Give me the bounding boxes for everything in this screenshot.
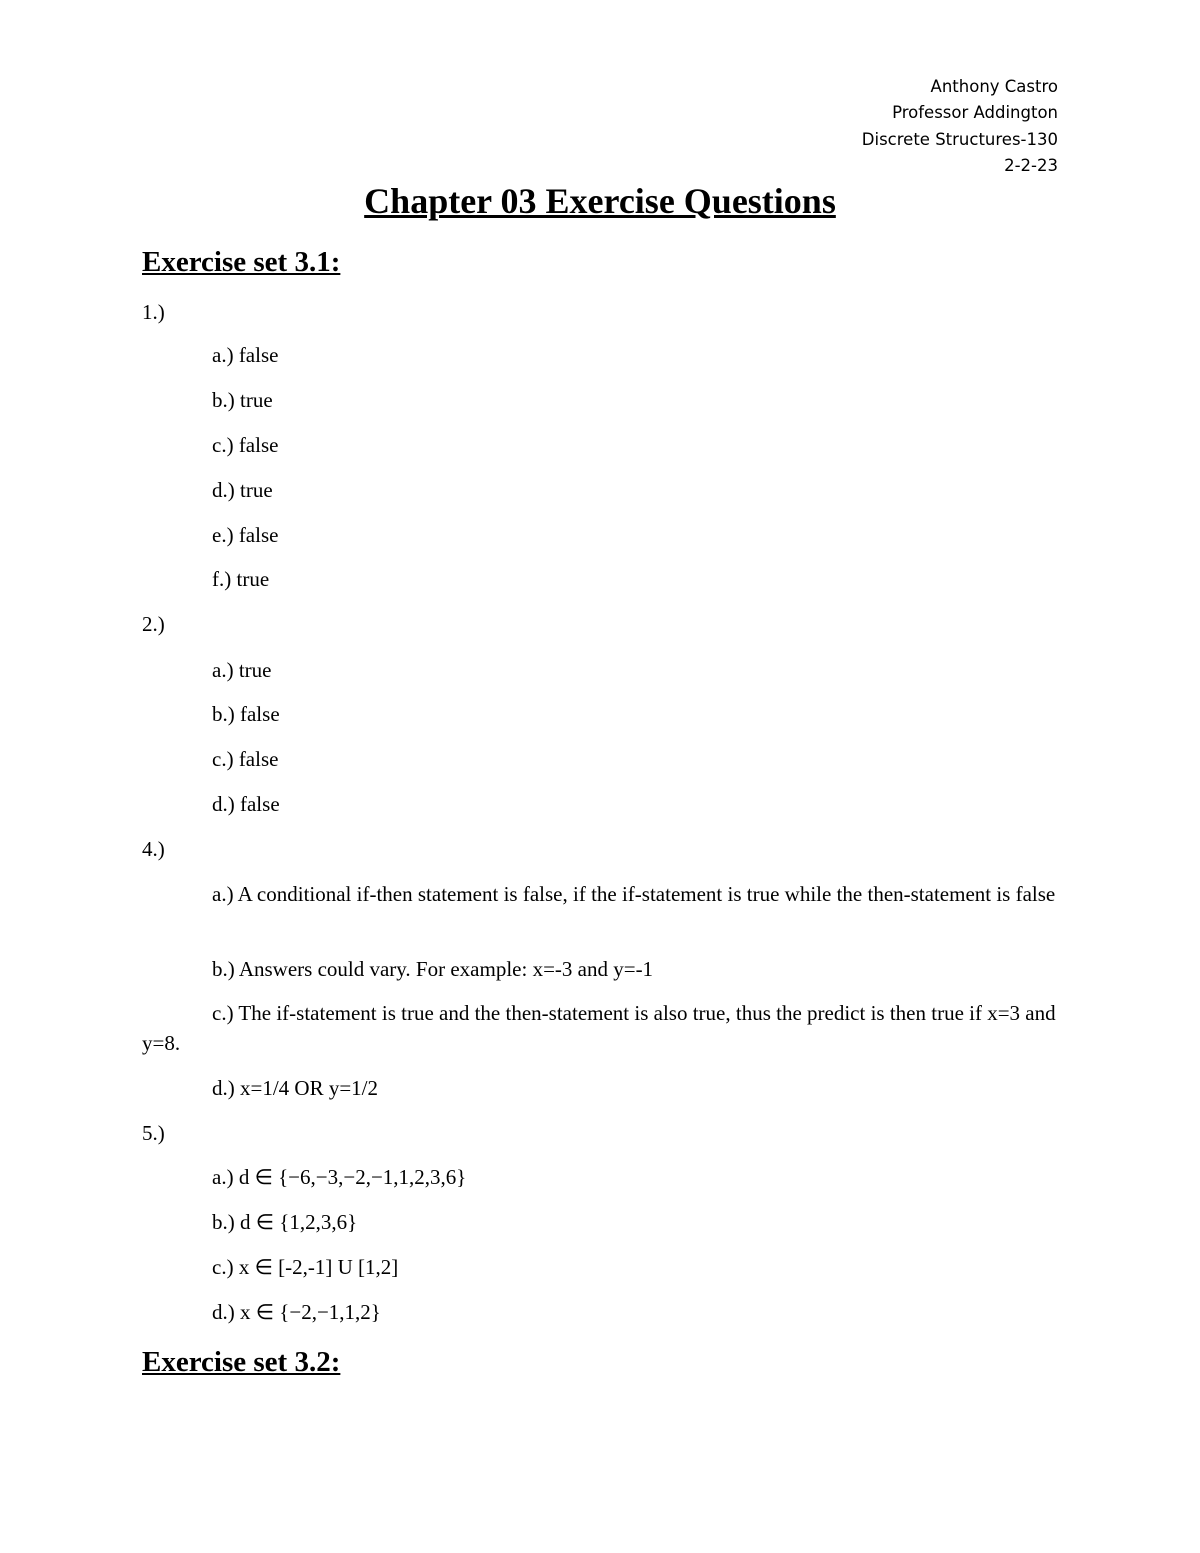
question-1-label: 1.) — [142, 300, 165, 324]
question-2-answer-c: c.) false — [212, 747, 279, 771]
question-5-answer-a: a.) d ∈ {−6,−3,−2,−1,1,2,3,6} — [212, 1165, 467, 1189]
course-name: Discrete Structures-130 — [861, 129, 1058, 149]
question-2-answer-a: a.) true — [212, 658, 272, 682]
question-4-answer-c: c.) The if-statement is true and the then-statement is also true, thus the predict is then true if x=3 and y=8. — [142, 1001, 1056, 1055]
question-4-label: 4.) — [142, 837, 165, 861]
author-name: Anthony Castro — [930, 77, 1058, 96]
question-1-answer-b: b.) true — [212, 388, 273, 412]
question-4-answer-b: b.) Answers could vary. For example: x=-3 and y=-1 — [212, 957, 654, 981]
question-1-answer-a: a.) false — [212, 343, 279, 367]
professor-name: Professor Addington — [892, 103, 1058, 123]
question-5-label: 5.) — [142, 1121, 165, 1145]
author-header — [862, 74, 1058, 179]
question-1-answer-d: d.) true — [212, 478, 273, 502]
question-2-answer-d: d.) false — [212, 792, 280, 816]
section-heading-3-2: Exercise set 3.2: — [142, 1346, 341, 1378]
question-1-answer-c: c.) false — [212, 433, 279, 457]
question-1-answer-f: f.) true — [212, 567, 270, 591]
question-2-label: 2.) — [142, 612, 165, 636]
question-4-answer-d: d.) x=1/4 OR y=1/2 — [212, 1076, 379, 1100]
section-heading-3-1: Exercise set 3.1: — [142, 246, 341, 278]
question-2-answer-b: b.) false — [212, 702, 280, 726]
document-date: 2-2-23 — [1004, 155, 1058, 175]
question-5-answer-d: d.) x ∈ {−2,−1,1,2} — [212, 1300, 381, 1324]
question-1-answer-e: e.) false — [212, 523, 279, 547]
question-5-answer-c: c.) x ∈ [-2,-1] U [1,2] — [212, 1255, 399, 1279]
question-4-answer-a: a.) A conditional if-then statement is false, if the if-statement is true while the then-statement is false — [212, 882, 1056, 906]
question-5-answer-b: b.) d ∈ {1,2,3,6} — [212, 1210, 358, 1234]
document-title: Chapter 03 Exercise Questions — [364, 181, 836, 221]
